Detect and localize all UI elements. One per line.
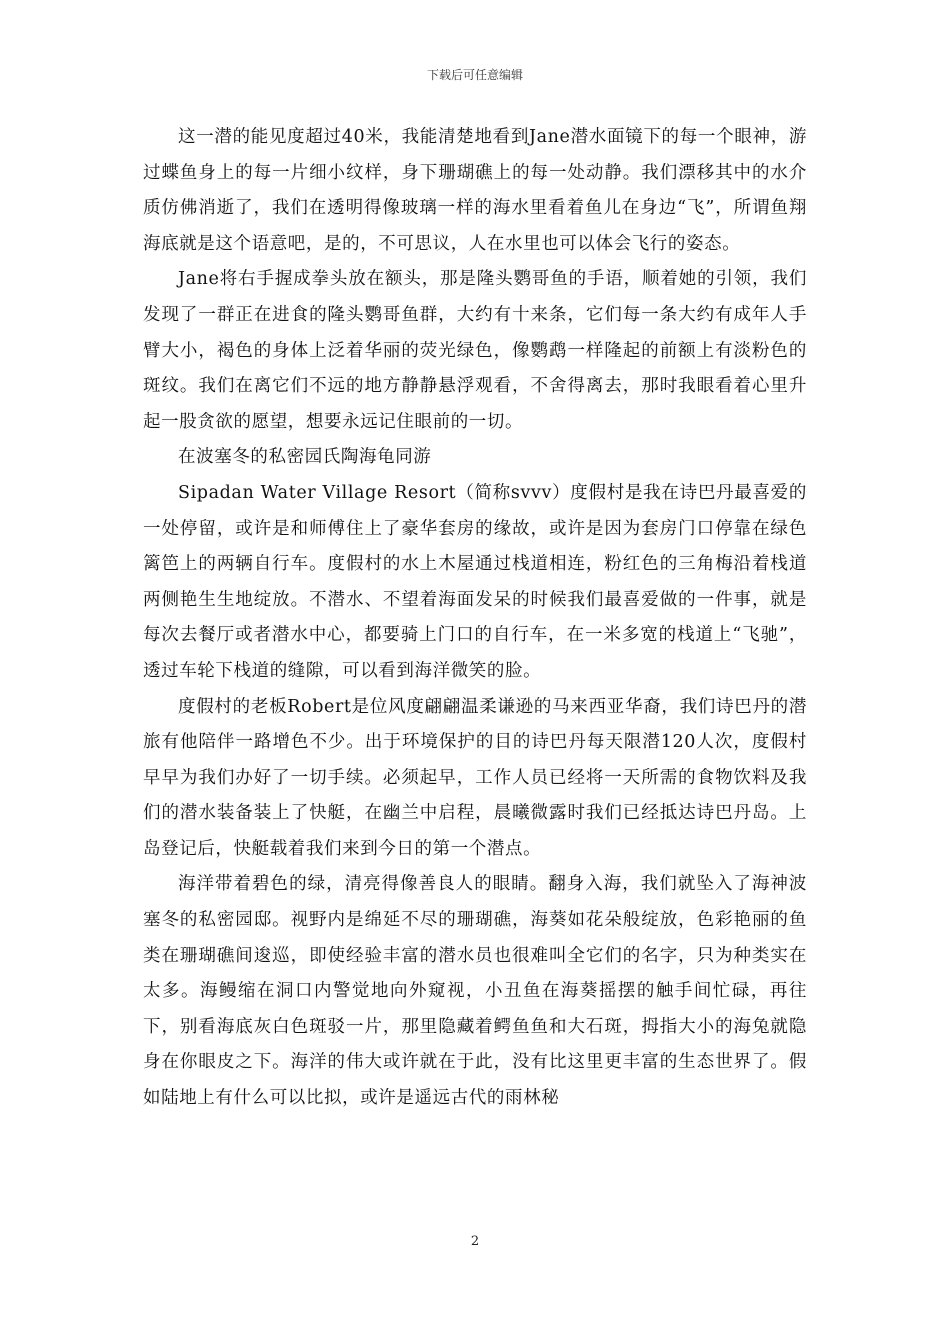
paragraph-owner: 度假村的老板Robert是位风度翩翩温柔谦逊的马来西亚华裔，我们诗巴丹的潜旅有他陪伴一路增色不少。出于环境保护的目的诗巴丹每天限潜120人次，度假村早早为我们办好了一切手续。必须起早，工作人员已经将一天所需的食物饮料及我们的潜水装备装上了快艇，在幽兰中启程，晨曦微露时我们已经抵达诗巴丹岛。上岛登记后，快艇载着我们来到今日的第一个潜点。 — [143, 696, 807, 859]
body-text — [143, 120, 807, 1117]
page-number: 2 — [470, 1234, 480, 1249]
page-header: 下载后可任意编辑 — [426, 68, 523, 82]
paragraph-parrotfish: Jane将右手握成拳头放在额头，那是隆头鹦哥鱼的手语，顺着她的引领，我们发现了一群正在进食的隆头鹦哥鱼群，大约有十来条，它们每一条大约有成年人手臂大小，褐色的身体上泛着华丽的荧光绿色，像鹦鹉一样隆起的前额上有淡粉色的斑纹。我们在离它们不远的地方静静悬浮观看，不舍得离去，那时我眼看着心里升起一股贪欲的愿望，想要永远记住眼前的一切。 — [143, 269, 807, 432]
section-heading: 在波塞冬的私密园氏陶海龟同游 — [178, 447, 432, 468]
paragraph-ocean: 海洋带着碧色的绿，清亮得像善良人的眼睛。翻身入海，我们就坠入了海神波塞冬的私密园邸。视野内是绵延不尽的珊瑚礁，海葵如花朵般绽放，色彩艳丽的鱼类在珊瑚礁间逡巡，即使经验丰富的潜水员也很难叫全它们的名字，只为种类实在太多。海鳗缩在洞口内警觉地向外窥视，小丑鱼在海葵摇摆的触手间忙碌，再往下，别看海底灰白色斑驳一片，那里隐藏着鳄鱼鱼和大石斑，拇指大小的海兔就隐身在你眼皮之下。海洋的伟大或许就在于此，没有比这里更丰富的生态世界了。假如陆地上有什么可以比拟，或许是遥远古代的雨林秘 — [143, 874, 807, 1109]
paragraph-visibility: 这一潜的能见度超过40米，我能清楚地看到Jane潜水面镜下的每一个眼神，游过蝶鱼身上的每一片细小纹样，身下珊瑚礁上的每一处动静。我们漂移其中的水介质仿佛消逝了，我们在透明得像玻璃一样的海水里看着鱼儿在身边“飞”，所谓鱼翔海底就是这个语意吧，是的，不可思议，人在水里也可以体会飞行的姿态。 — [143, 127, 807, 254]
paragraph-resort: Sipadan Water Village Resort（简称svvv）度假村是我在诗巴丹最喜爱的一处停留，或许是和师傅住上了豪华套房的缘故，或许是因为套房门口停靠在绿色篱笆上的两辆自行车。度假村的水上木屋通过栈道相连，粉红色的三角梅沿着栈道两侧艳生生地绽放。不潜水、不望着海面发呆的时候我们最喜爱做的一件事，就是每次去餐厅或者潜水中心，都要骑上门口的自行车，在一米多宽的栈道上“飞驰”，透过车轮下栈道的缝隙，可以看到海洋微笑的脸。 — [143, 482, 807, 681]
